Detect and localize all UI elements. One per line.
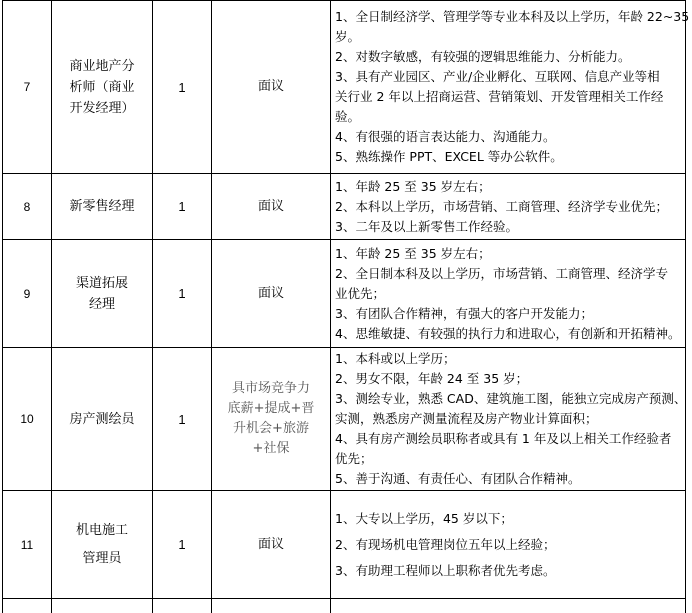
position-name: 房产测绘员	[52, 348, 153, 491]
position-name: 商业地产分 析师（商业 开发经理）	[52, 1, 153, 174]
row-number: 10	[3, 348, 52, 491]
headcount: 1	[153, 1, 212, 174]
row-number: 11	[3, 491, 52, 599]
salary: 具市场竞争力 底薪+提成+晋 升机会+旅游 +社保	[212, 348, 331, 491]
requirements: 1、大专以上学历，45 岁以下； 2、有现场机电管理岗位五年以上经验； 3、有助理工程师以上职称者优先考虑。	[331, 491, 686, 599]
requirements: 1、年龄 25 至 35 岁左右； 2、全日制本科及以上学历，市场营销、工商管理、经济学专 业优先； 3、有团队合作精神，有强大的客户开发能力； 4、思维敏捷、有较强的执行力和进取心，有创新和开拓精神。	[331, 240, 686, 348]
headcount: 1	[153, 240, 212, 348]
salary: 面议	[212, 174, 331, 240]
table-row	[3, 1, 686, 174]
position-name: 渠道拓展 经理	[52, 240, 153, 348]
table-row	[3, 240, 686, 348]
requirements: 1、年龄 25 至 35 岁左右； 2、本科以上学历，市场营销、工商管理、经济学专业优先； 3、二年及以上新零售工作经验。	[331, 174, 686, 240]
job-listing-table	[2, 0, 686, 613]
salary: 面议	[212, 240, 331, 348]
row-number: 7	[3, 1, 52, 174]
table-row	[3, 174, 686, 240]
headcount: 1	[153, 348, 212, 491]
table-row	[3, 491, 686, 599]
salary: 面议	[212, 491, 331, 599]
position-name: 新零售经理	[52, 174, 153, 240]
headcount: 1	[153, 174, 212, 240]
table-row	[3, 348, 686, 491]
row-number: 8	[3, 174, 52, 240]
row-number: 9	[3, 240, 52, 348]
headcount: 1	[153, 491, 212, 599]
requirements: 1、全日制经济学、管理学等专业本科及以上学历，年龄 22~35 岁。 2、对数字敏感，有较强的逻辑思维能力、分析能力。 3、具有产业园区、产业/企业孵化、互联网、信息产业等相 关行业 2 年以上招商运营、营销策划、开发管理相关工作经 验。 4、有很强的语言表达能力、沟通能力。 5、熟练操作 PPT、EXCEL 等办公软件。	[331, 1, 686, 174]
salary: 面议	[212, 1, 331, 174]
requirements: 1、本科或以上学历； 2、男女不限，年龄 24 至 35 岁； 3、测绘专业，熟悉 CAD、建筑施工图，能独立完成房产预测、 实测，熟悉房产测量流程及房产物业计算面积； 4、具有房产测绘员职称者或具有 1 年及以上相关工作经验者 优先； 5、善于沟通、有责任心、有团队合作精神。	[331, 348, 686, 491]
position-name: 机电施工 管理员	[52, 491, 153, 599]
